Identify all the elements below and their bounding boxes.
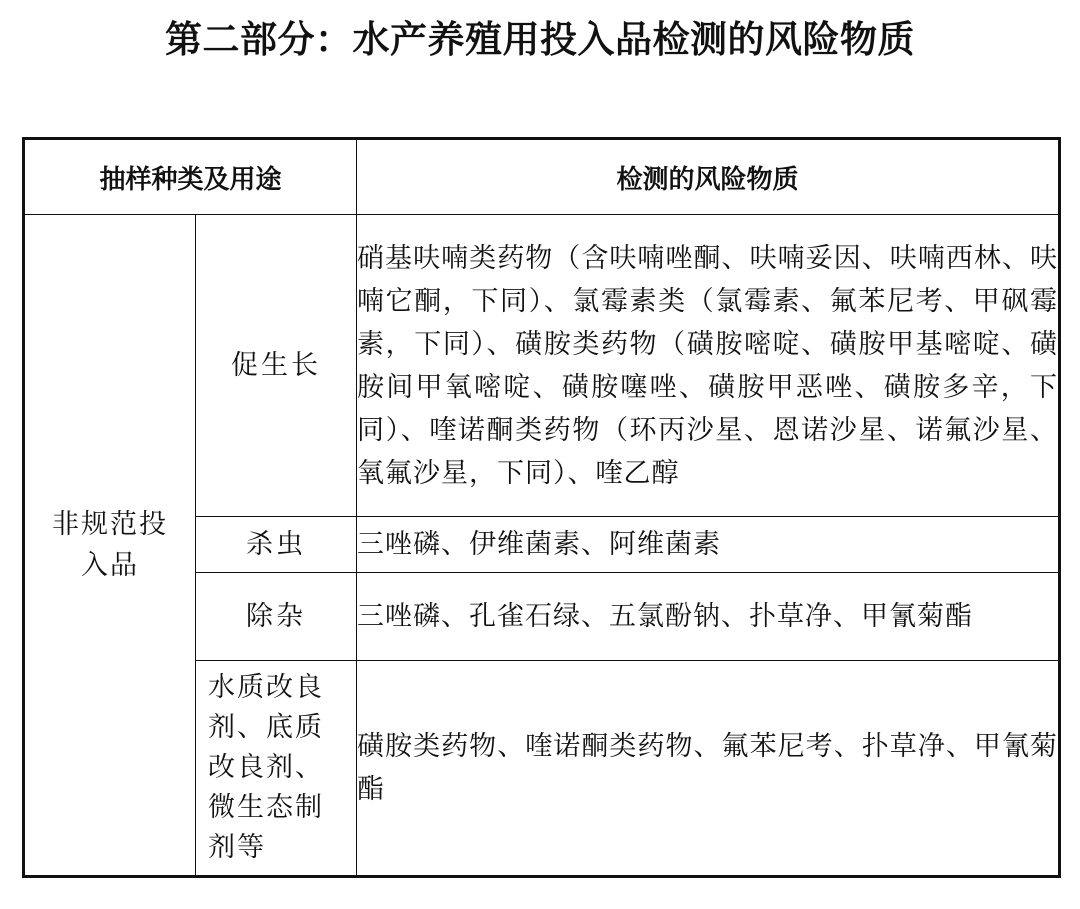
risk-substance-table [22, 137, 1061, 878]
use-cell [196, 661, 357, 877]
use-cell: 除杂 [196, 573, 357, 661]
header-risk-substances: 检测的风险物质 [357, 139, 1060, 215]
substances-cell: 磺胺类药物、喹诺酮类药物、氟苯尼考、扑草净、甲氰菊酯 [357, 661, 1060, 877]
substances-cell: 三唑磷、伊维菌素、阿维菌素 [357, 517, 1060, 573]
use-label: 水质改良剂、底质改良剂、微生态制剂等 [208, 672, 324, 863]
category-label: 非规范投入品 [52, 509, 168, 581]
header-sampling-category: 抽样种类及用途 [24, 139, 357, 215]
table-row [24, 215, 1060, 517]
substances-cell: 三唑磷、孔雀石绿、五氯酚钠、扑草净、甲氰菊酯 [357, 573, 1060, 661]
table-header-row [24, 139, 1060, 215]
document-title: 第二部分：水产养殖用投入品检测的风险物质 [165, 17, 915, 61]
use-cell: 促生长 [196, 215, 357, 517]
substances-cell: 硝基呋喃类药物（含呋喃唑酮、呋喃妥因、呋喃西林、呋喃它酮，下同）、氯霉素类（氯霉素、氟苯尼考、甲砜霉素，下同）、磺胺类药物（磺胺嘧啶、磺胺甲基嘧啶、磺胺间甲氧嘧啶、磺胺噻唑、磺胺甲恶唑、磺胺多辛，下同）、喹诺酮类药物（环丙沙星、恩诺沙星、诺氟沙星、氧氟沙星，下同）、喹乙醇 [357, 215, 1060, 517]
category-cell [24, 215, 196, 877]
use-cell: 杀虫 [196, 517, 357, 573]
